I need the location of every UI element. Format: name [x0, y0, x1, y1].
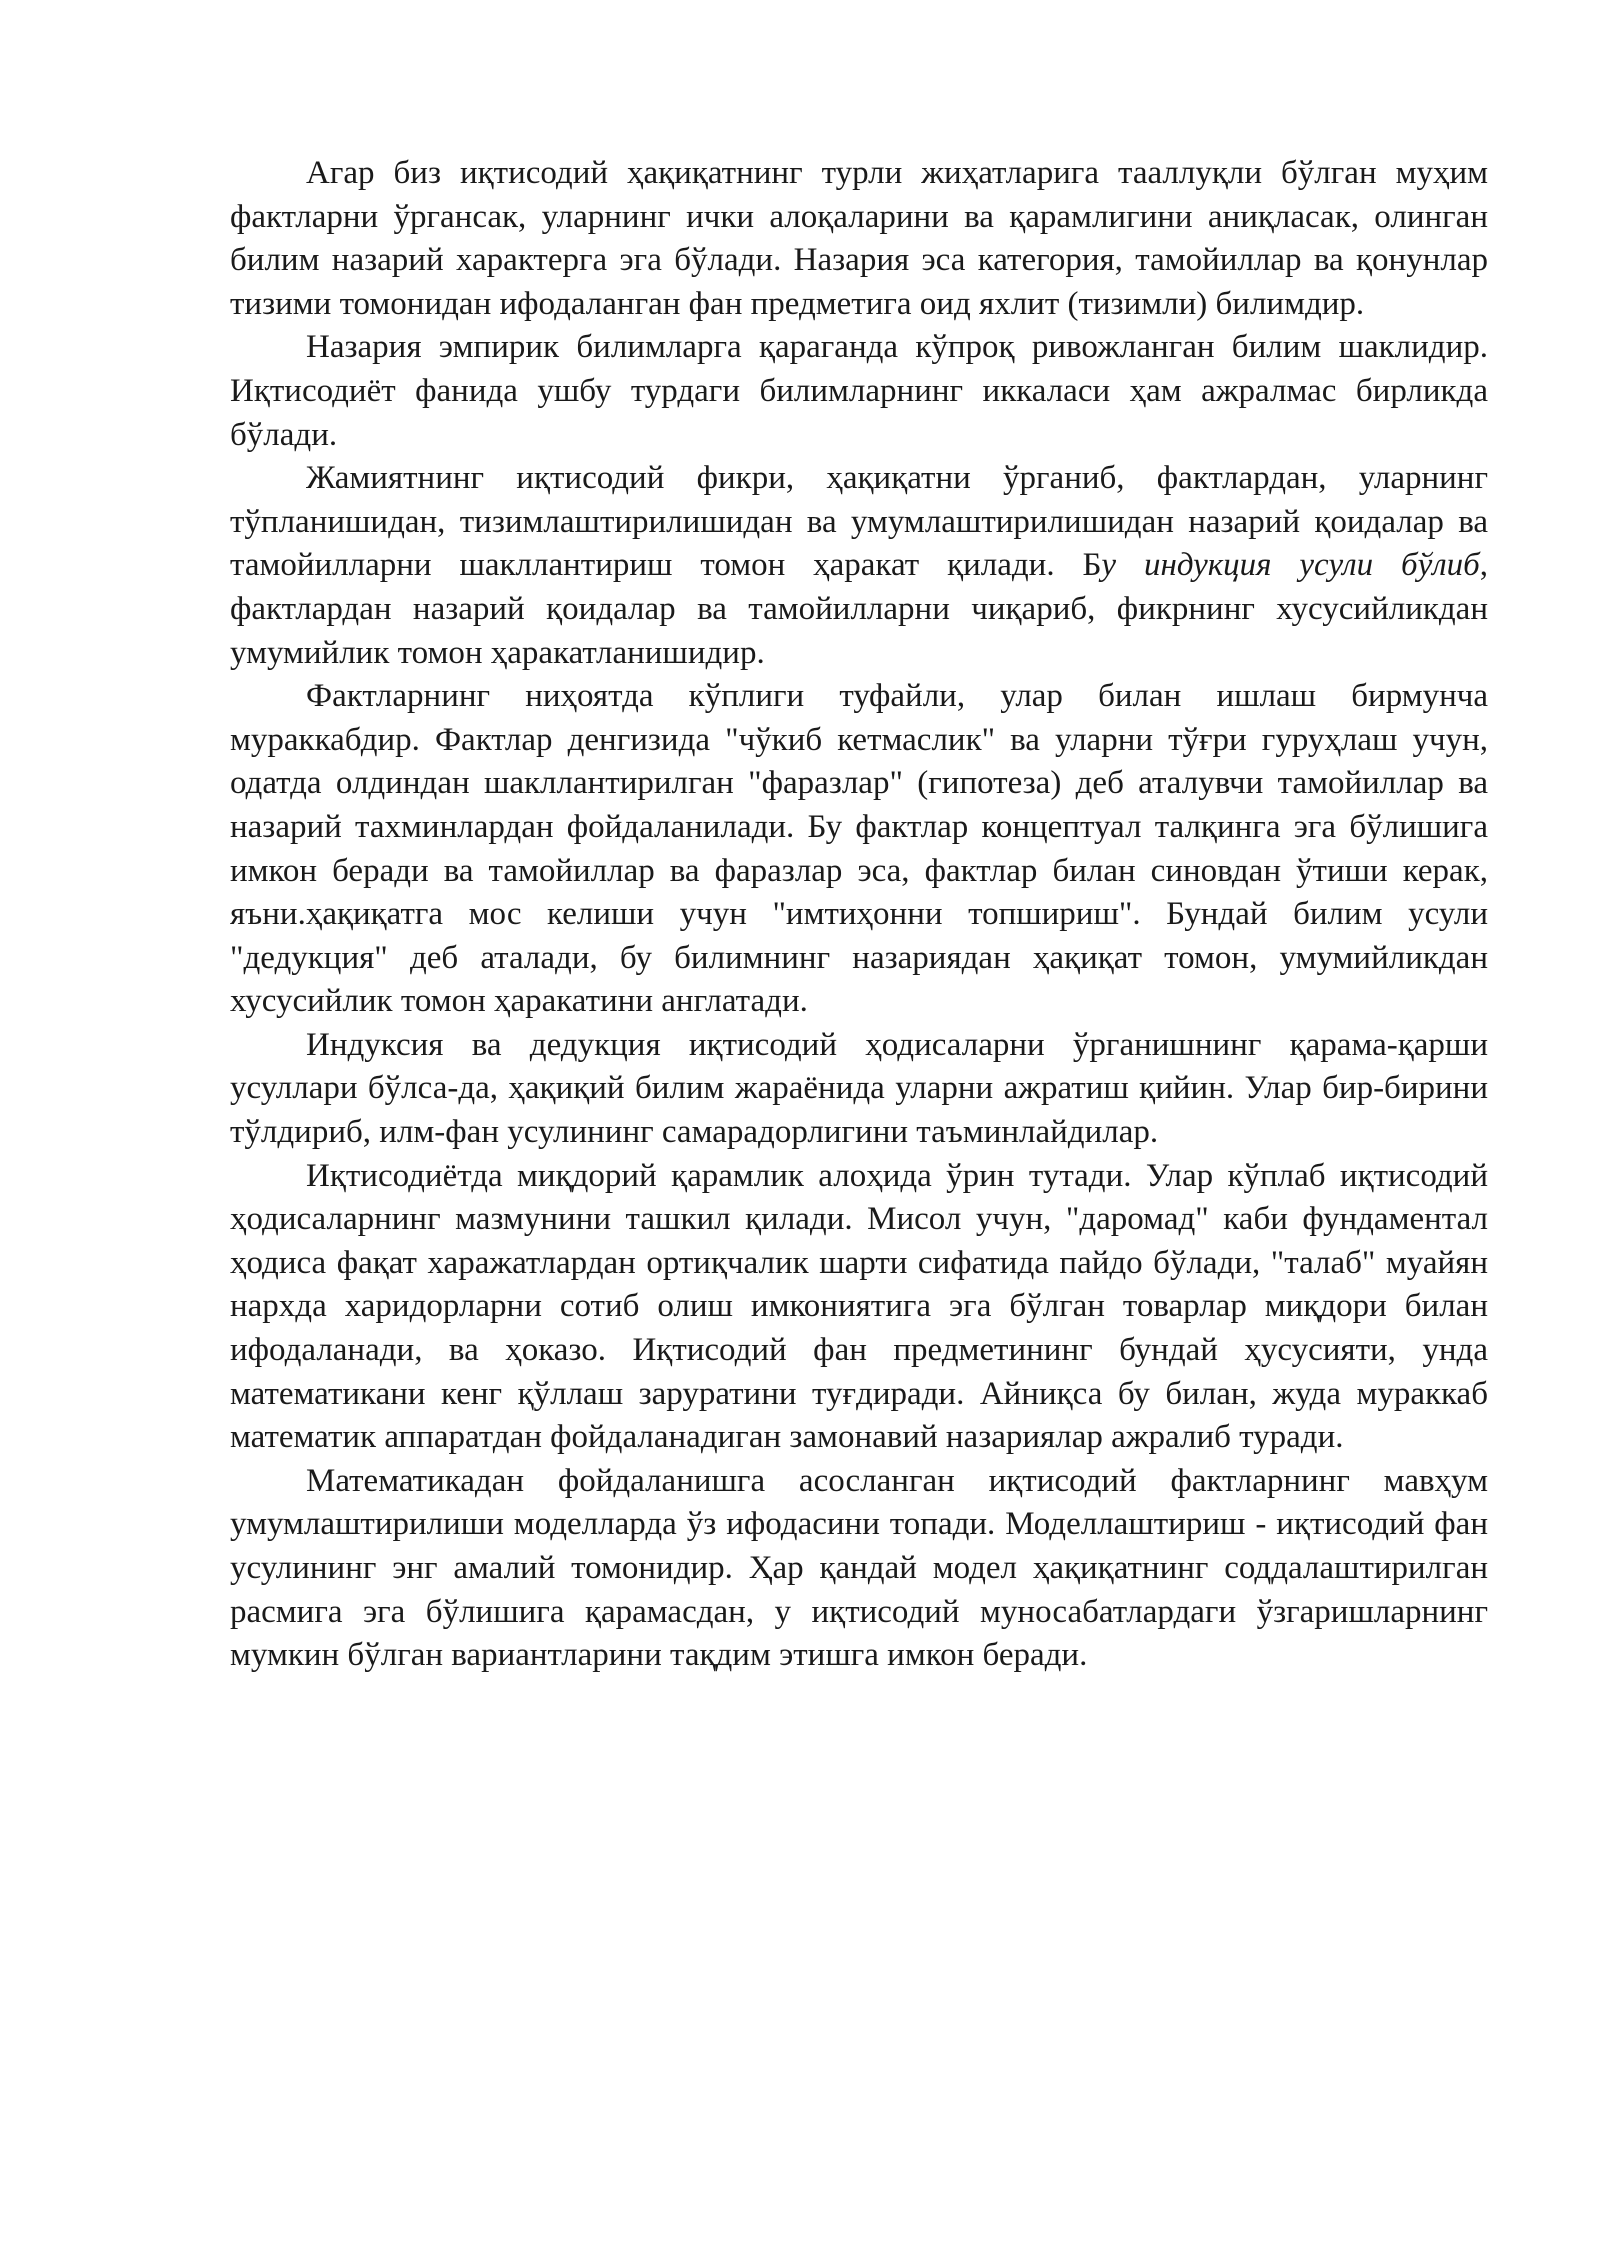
paragraph-2: Назария эмпирик билимларга қараганда кўпроқ ривожланган билим шаклидир. Иқтисодиёт фанида ушбу турдаги билимларнинг иккаласи ҳам ажралмас бирликда бўлади. — [230, 329, 1488, 453]
paragraph-3 — [230, 457, 1488, 675]
paragraph-6: Иқтисодиётда миқдорий қарамлик алоҳида ўрин тутади. Улар кўплаб иқтисодий ҳодисаларнинг мазмунини ташкил қилади. Мисол учун, "даромад" каби фундаментал ҳодиса фақат харажатлардан ортиқчалик шарти сифатида пайдо бўлади, "талаб" муайян нархда харидорларни сотиб олиш имкониятига эга бўлган товарлар миқдори билан ифодаланади, ва ҳоказо. Иқтисодий фан предметининг бундай ҳусусияти, унда математикани кенг қўллаш заруратини туғдиради. Айниқса бу билан, жуда мураккаб математик аппаратдан фойдаланадиган замонавий назариялар ажралиб туради. — [230, 1157, 1488, 1456]
paragraph-1: Агар биз иқтисодий ҳақиқатнинг турли жиҳатларига тааллуқли бўлган муҳим фактларни ўргансак, уларнинг ички алоқаларини ва қарамлигини аниқласак, олинган билим назарий характерга эга бўлади. Назария эса категория, тамойиллар ва қонунлар тизими томонидан ифодаланган фан предметига оид яхлит (тизимли) билимдир. — [230, 155, 1488, 322]
paragraph-7: Математикадан фойдаланишга асосланган иқтисодий фактларнинг мавҳум умумлаштирилиши моделларда ўз ифодасини топади. Моделлаштириш - иқтисодий фан усулининг энг амалий томонидир. Ҳар қандай модел ҳақиқатнинг соддалаштирилган расмига эга бўлишига қарамасдан, у иқтисодий муносабатлардаги ўзгаришларнинг мумкин бўлган вариантларини тақдим этишга имкон беради. — [230, 1462, 1488, 1674]
paragraph-3-text-start: Жамиятнинг иқтисодий фикри, ҳақиқатни ўрганиб, фактлардан, уларнинг тўпланишидан, тизимлаштирилишидан ва умумлаштирилишидан назарий қоидалар ва тамойилларни шакллантириш томон ҳаракат қилади. Б — [230, 460, 1488, 584]
body-text — [230, 152, 1488, 1678]
paragraph-3-italic-phrase: у индукция усули бўлиб — [1101, 547, 1480, 584]
paragraph-3-text-end: , фактлардан назарий қоидалар ва тамойилларни чиқариб, фикрнинг хусусийликдан умумийлик томон ҳаракатланишидир. — [230, 547, 1488, 671]
paragraph-4: Фактларнинг ниҳоятда кўплиги туфайли, улар билан ишлаш бирмунча мураккабдир. Фактлар денгизида "чўкиб кетмаслик" ва уларни тўғри гуруҳлаш учун, одатда олдиндан шакллантирилган "фаразлар" (гипотеза) деб аталувчи тамойиллар ва назарий тахминлардан фойдаланилади. Бу фактлар концептуал талқинга эга бўлишига имкон беради ва тамойиллар ва фаразлар эса, фактлар билан синовдан ўтиши керак, яъни.ҳақиқатга мос келиши учун "имтиҳонни топшириш". Бундай билим усули "дедукция" деб аталади, бу билимнинг назариядан ҳақиқат томон, умумийликдан хусусийлик томон ҳаракатини англатади. — [230, 678, 1488, 1020]
paragraph-5: Индуксия ва дедукция иқтисодий ҳодисаларни ўрганишнинг қарама-қарши усуллари бўлса-да, ҳақиқий билим жараёнида уларни ажратиш қийин. Улар бир-бирини тўлдириб, илм-фан усулининг самарадорлигини таъминлайдилар. — [230, 1026, 1488, 1151]
